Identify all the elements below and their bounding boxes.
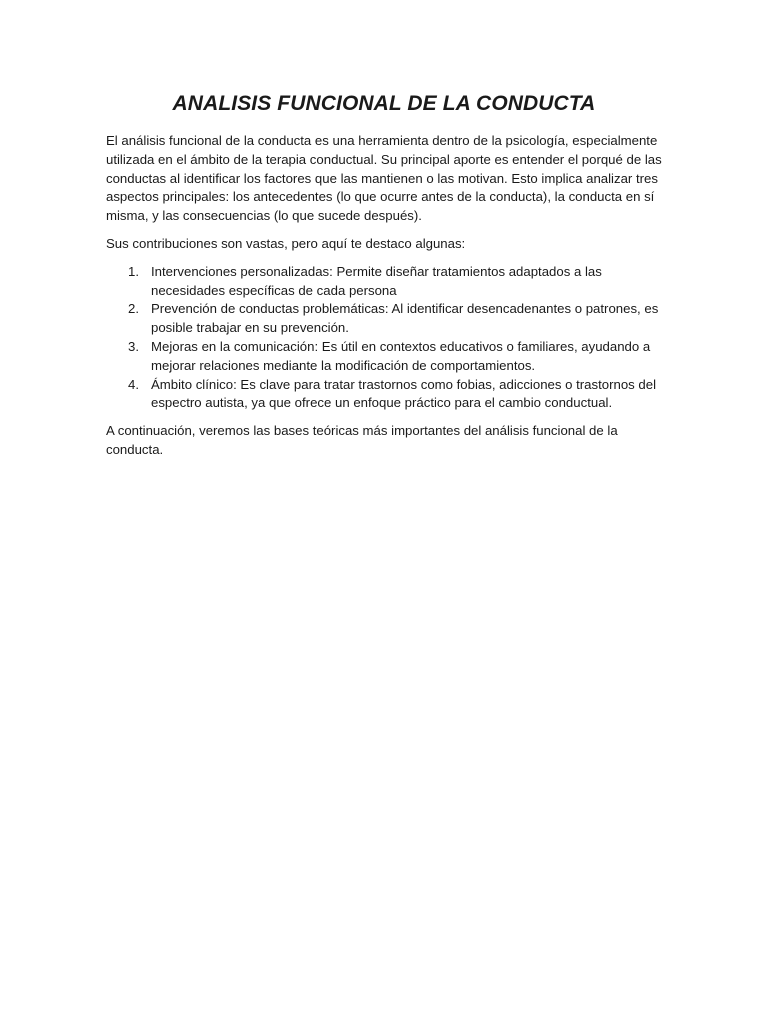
list-item-number: 4. [128,376,139,392]
list-item-text: Ámbito clínico: Es clave para tratar trastornos como fobias, adicciones o trastornos del espectro autista, ya que ofrece un enfoque práctico para el cambio conductual. [151,376,657,411]
list-item-text: Intervenciones personalizadas: Permite diseñar tratamientos adaptados a las necesidades específicas de cada persona [151,263,602,298]
list-item [106,338,666,376]
list-item [106,263,666,301]
document-body [106,132,666,469]
list-item [106,300,666,338]
closing-paragraph: A continuación, veremos las bases teóricas más importantes del análisis funcional de la conducta. [106,423,618,457]
lead-in-paragraph: Sus contribuciones son vastas, pero aquí te destaco algunas: [106,235,466,251]
list-item-number: 3. [128,338,139,354]
document-title: ANALISIS FUNCIONAL DE LA CONDUCTA [172,92,596,115]
contributions-list [106,263,666,413]
list-item-text: Prevención de conductas problemáticas: Al identificar desencadenantes o patrones, es posible trabajar en su prevención. [151,301,659,336]
list-item [106,376,666,414]
intro-paragraph: El análisis funcional de la conducta es una herramienta dentro de la psicología, especialmente utilizada en el ámbito de la terapia conductual. Su principal aporte es entender el porqué de las conductas al identificar los factores que las mantienen o las motivan. Esto implica analizar tres aspectos principales: los antecedentes (lo que ocurre antes de la conducta), la conducta en sí misma, y las consecuencias (lo que sucede después). [106,133,662,224]
list-item-text: Mejoras en la comunicación: Es útil en contextos educativos o familiares, ayudando a mejorar relaciones mediante la modificación de comportamientos. [151,338,651,373]
list-item-number: 1. [128,263,139,279]
list-item-number: 2. [128,301,139,317]
